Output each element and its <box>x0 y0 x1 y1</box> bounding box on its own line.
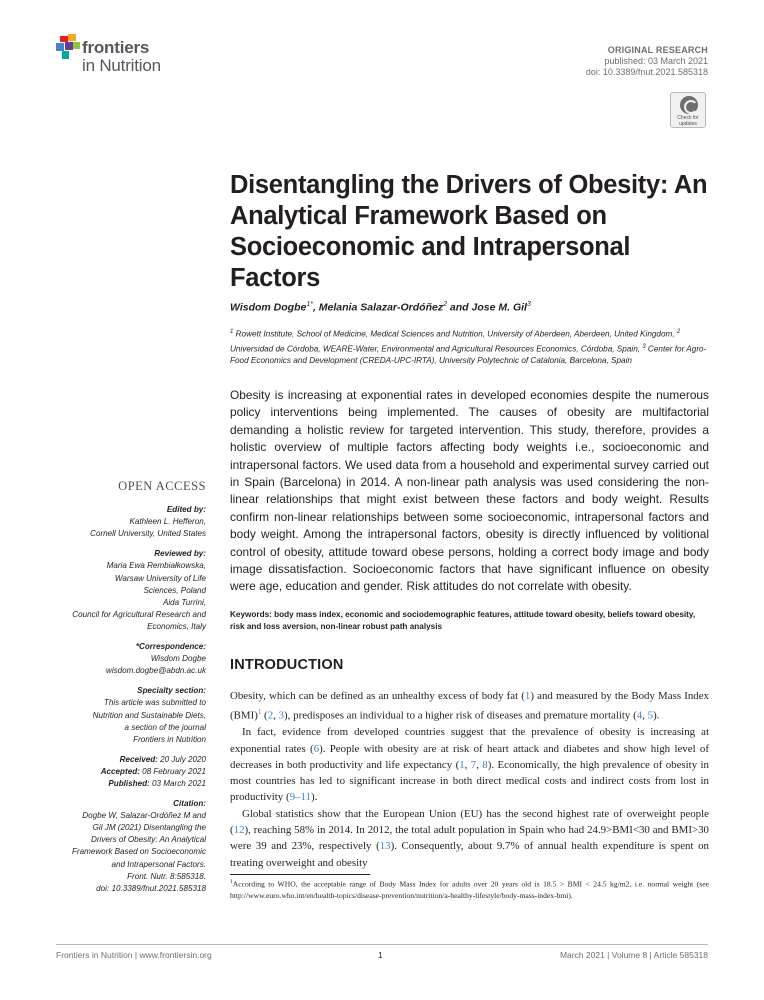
article-type: ORIGINAL RESEARCH <box>607 45 708 55</box>
reference-link[interactable]: 7 <box>470 758 477 771</box>
page-number: 1 <box>378 950 383 960</box>
author-affiliation-marker: 1* <box>306 301 313 308</box>
affiliation-text: Center for Agro-Food Economics and Development (CREDA-UPC-IRTA), University Polytechnic of Catalonia, Barcelona, Spain <box>230 344 707 366</box>
affiliation-text: Rowett Institute, School of Medicine, Medical Sciences and Nutrition, University of Aberdeen, Aberdeen, United Kingdom, <box>233 329 675 339</box>
article-meta <box>586 45 708 78</box>
text-run: ( <box>261 709 268 722</box>
paragraph <box>230 724 709 805</box>
reviewer-line[interactable]: Aida Turrini, <box>162 597 206 607</box>
text-run: Obesity, which can be defined as an unhealthy excess of body fat ( <box>230 690 525 702</box>
citation-line: Gil JM (2021) Disentangling the <box>92 823 206 833</box>
text-run: , <box>273 709 279 722</box>
journal-logo[interactable] <box>56 32 186 80</box>
footnote-link[interactable]: 1 <box>257 708 262 717</box>
author-list <box>230 301 710 314</box>
affiliation-number: 1 <box>230 329 234 335</box>
author-name[interactable]: Wisdom Dogbe <box>230 301 307 314</box>
received-value: 20 July 2020 <box>157 754 206 764</box>
frontiers-logo-icon <box>56 34 80 60</box>
check-for-updates-label: Check for updates <box>677 115 699 127</box>
reference-link[interactable]: 3 <box>278 709 285 722</box>
reference-link[interactable]: 1 <box>459 758 465 771</box>
editor-line[interactable]: Kathleen L. Hefferon, <box>129 517 206 527</box>
published-value: 03 March 2021 <box>149 778 206 788</box>
text-run: , <box>464 758 471 771</box>
text-run: ). <box>653 709 660 722</box>
reference-link[interactable]: 12 <box>233 824 245 836</box>
accepted-value: 08 February 2021 <box>139 766 206 776</box>
text-run: , <box>476 758 483 771</box>
reference-link[interactable]: 9–11 <box>289 791 311 804</box>
footer-divider <box>56 944 708 945</box>
article-info-sidebar <box>56 480 206 895</box>
reference-link[interactable]: 6 <box>313 742 320 755</box>
author-separator: , <box>312 301 319 314</box>
reviewer-line: Warsaw University of Life <box>114 573 206 583</box>
logo-wordmark-frontiers: frontiers <box>82 38 150 57</box>
correspondence-email-link[interactable]: wisdom.dogbe@abdn.ac.uk <box>105 666 206 676</box>
correspondence-heading: *Correspondence: <box>135 642 206 652</box>
citation-line: Framework Based on Socioeconomic <box>71 847 206 857</box>
accepted-date <box>56 766 206 778</box>
text-run: ), predisposes an individual to a higher risk of diseases and premature mortality ( <box>284 709 637 722</box>
specialty-line: Nutrition and Sustainable Diets, <box>92 710 206 720</box>
author-name[interactable]: Melania Salazar-Ordóñez <box>318 301 444 314</box>
citation-doi-link[interactable]: doi: 10.3389/fnut.2021.585318 <box>96 883 206 893</box>
affiliation-number: 2 <box>676 329 681 335</box>
abstract: Obesity is increasing at exponential rates in developed economies despite the numerous policy interventions being implemented. The causes of obesity are multifactorial demanding a holistic review for targeted intervention. This study, therefore, provides a holistic overview of multiple factors affecting body weights i.e., socioeconomic and intrapersonal factors. We used data from a household and experimental survey carried out in Spain (Barcelona) in 2014. A non-linear path analysis was used considering the non-linear relationships that might exist between these factors and body weight. Results confirm non-linear relationships between some socioeconomic, intrapersonal factors and body weight. Among the intrapersonal factors, obesity is directly influenced by volitional control of obesity, attitude toward obese persons, holding a correct body image and body image dissatisfaction. Socioeconomic factors that have significant influence on obesity were age, education and gender. Risk attitudes do not correlate with obesity. <box>230 388 709 594</box>
reviewer-line: Sciences, Poland <box>143 585 206 595</box>
affiliation-number: 3 <box>642 343 646 350</box>
reference-link[interactable]: 2 <box>267 709 274 722</box>
text-run: ). Consequently, about 9.7% of annual health expenditure is spent on treating overweight and obesity <box>230 840 709 869</box>
author-affiliation-marker: 3 <box>526 301 531 308</box>
reference-link[interactable]: 8 <box>482 758 488 771</box>
reference-link[interactable]: 4 <box>636 709 643 722</box>
citation-line: Dogbe W, Salazar-Ordóñez M and <box>82 811 206 821</box>
paragraph <box>230 688 709 724</box>
introduction-heading: INTRODUCTION <box>230 657 344 673</box>
specialty-line: a section of the journal <box>124 722 206 732</box>
paragraph <box>230 806 709 871</box>
keywords: Keywords: body mass index, economic and sociodemographic features, attitude toward obesity, beliefs toward obesity, risk and loss aversion, non-linear robust path analysis <box>230 610 696 631</box>
author-separator: and <box>447 301 472 314</box>
article-title: Disentangling the Drivers of Obesity: An Analytical Framework Based on Socioeconomic and Intrapersonal Factors <box>230 171 708 292</box>
reference-link[interactable]: 13 <box>379 840 391 853</box>
text-run: , <box>642 709 648 722</box>
affiliation-text: Universidad de Córdoba, WEARE-Water, Environmental and Agricultural Resources Economics, Córdoba, Spain, <box>230 344 641 354</box>
citation-line: Drivers of Obesity: An Analytical <box>91 835 206 845</box>
published-date: published: 03 March 2021 <box>604 56 708 66</box>
affiliations <box>230 326 710 367</box>
footnote-number: 1 <box>230 879 233 885</box>
citation-line: Front. Nutr. 8:585318. <box>127 871 206 881</box>
open-access-label: OPEN ACCESS <box>118 479 206 493</box>
published-date-sidebar <box>56 778 206 790</box>
text-run: ). Economically, the high prevalence of obesity in most countries has led to significant increase in both direct medical costs and indirect costs from lost in productivity ( <box>230 758 709 804</box>
correspondence-name: Wisdom Dogbe <box>150 654 206 664</box>
footnote-text: According to WHO, the acceptable range of Body Mass Index for adults over 20 years old is 18.5 > BMI < 24.5 kg/m2, i.e. normal weight (see http://www.euro.who.int/en/health-topics/disease-prevention/nutrition/a-healthy-lifestyle/body-mass-index-bmi). <box>230 879 709 901</box>
accepted-label: Accepted: <box>100 766 140 776</box>
footer-issue-info: March 2021 | Volume 8 | Article 585318 <box>559 950 708 960</box>
reference-link[interactable]: 5 <box>647 709 654 722</box>
body-text <box>230 688 709 871</box>
check-for-updates-icon <box>680 96 698 114</box>
reviewed-by-heading: Reviewed by: <box>154 549 206 559</box>
footnote <box>230 877 709 902</box>
text-run: ), reaching 58% in 2014. In 2012, the total adult population in Spain who had 24.9>BMI<30 and BMI>30 were 39 and 23%, respectively ( <box>230 824 709 853</box>
footer-journal-link[interactable]: Frontiers in Nutrition | www.frontiersin.org <box>56 950 212 960</box>
reviewer-line: Economics, Italy <box>147 621 206 631</box>
editor-line: Cornell University, United States <box>90 529 206 539</box>
specialty-heading: Specialty section: <box>137 686 206 696</box>
reference-link[interactable]: 1 <box>524 690 531 702</box>
specialty-line: Frontiers in Nutrition <box>133 734 206 744</box>
author-name[interactable]: Jose M. Gil <box>471 301 527 314</box>
author-affiliation-marker: 2 <box>443 301 447 308</box>
citation-line: and Intrapersonal Factors. <box>111 859 206 869</box>
reviewer-line: Council for Agricultural Research and <box>72 609 206 619</box>
citation-heading: Citation: <box>173 799 206 809</box>
footnote-divider <box>230 874 370 875</box>
text-run: ) and measured by the Body Mass Index (BMI) <box>230 690 709 722</box>
reviewer-line[interactable]: Maria Ewa Rembiałkowska, <box>106 561 206 571</box>
article-doi[interactable]: doi: 10.3389/fnut.2021.585318 <box>585 67 708 77</box>
check-for-updates-button[interactable] <box>670 92 706 128</box>
published-label: Published: <box>108 778 150 788</box>
text-run: ). <box>310 791 318 804</box>
edited-by-heading: Edited by: <box>166 505 206 515</box>
received-label: Received: <box>119 754 158 764</box>
logo-wordmark-journal: in Nutrition <box>82 56 161 75</box>
text-run: In fact, evidence from developed countries suggest that the prevalence of obesity is increasing at exponential rates ( <box>230 726 709 755</box>
text-run: ). People with obesity are at risk of heart attack and diabetes and show high level of decreases in both productivity and life expectancy ( <box>230 742 709 771</box>
received-date <box>56 754 206 766</box>
specialty-line: This article was submitted to <box>103 698 206 708</box>
text-run: Global statistics show that the European Union (EU) has the second highest rate of overweight people ( <box>230 807 709 836</box>
